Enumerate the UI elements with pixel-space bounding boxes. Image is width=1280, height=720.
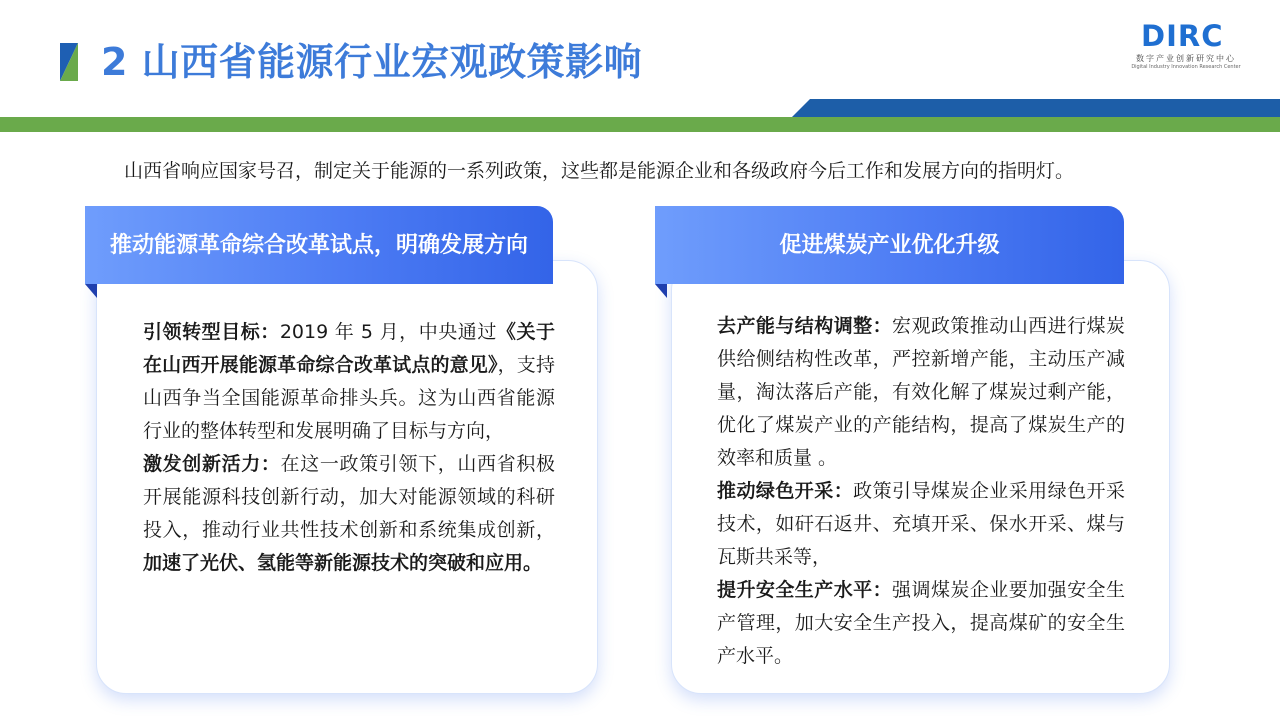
text-transformation-date: 2019 年 5 月，中央通过 bbox=[279, 321, 497, 343]
card-header-left bbox=[85, 206, 553, 284]
tab-fold-right bbox=[655, 284, 667, 298]
label-green-mining: 推动绿色开采： bbox=[717, 480, 854, 502]
label-capacity-reduction: 去产能与结构调整： bbox=[717, 315, 893, 337]
text-safety: 强调煤炭企业要加强安全生产管理，加大安全生产投入，提高煤矿的安全生产水平。 bbox=[717, 579, 1125, 667]
text-transformation-goal: ，支持山西争当全国能源革命排头兵。这为山西省能源行业的整体转型和发展明确了目标与方向， bbox=[143, 354, 555, 442]
card-header-right bbox=[655, 206, 1124, 284]
logo-wordmark: DIRC bbox=[1141, 19, 1224, 53]
policy-document-title: 《关于在山西开展能源革命综合改革试点的意见》 bbox=[143, 321, 555, 376]
paragraph-safety bbox=[717, 574, 1125, 673]
card-body-right bbox=[717, 310, 1125, 673]
card-title-left: 推动能源革命综合改革试点，明确发展方向 bbox=[109, 232, 528, 258]
title-accent-icon bbox=[60, 43, 78, 81]
label-transformation-goal: 引领转型目标： bbox=[143, 321, 280, 343]
text-innovation: 在这一政策引领下，山西省积极开展能源科技创新行动，加大对能源领域的科研投入，推动行业共性技术创新和系统集成创新， bbox=[143, 453, 555, 541]
paragraph-capacity-reduction bbox=[717, 310, 1125, 475]
text-green-mining: 政策引导煤炭企业采用绿色开采技术，如矸石返井、充填开采、保水开采、煤与瓦斯共采等， bbox=[717, 480, 1125, 568]
card-body-left bbox=[143, 316, 555, 580]
card-title-right: 促进煤炭产业优化升级 bbox=[779, 232, 1000, 258]
paragraph-transformation-goal bbox=[143, 316, 555, 448]
intro-text: 山西省响应国家号召，制定关于能源的一系列政策，这些都是能源企业和各级政府今后工作和发展方向的指明灯。 bbox=[124, 160, 1075, 182]
text-innovation-highlight: 加速了光伏、氢能等新能源技术的突破和应用。 bbox=[143, 552, 543, 574]
text-capacity-reduction: 宏观政策推动山西进行煤炭供给侧结构性改革，严控新增产能，主动压产减量，淘汰落后产能，有效化解了煤炭过剩产能，优化了煤炭产业的产能结构，提高了煤炭生产的效率和质量 。 bbox=[717, 315, 1125, 469]
paragraph-innovation bbox=[143, 448, 555, 580]
logo-subtitle-cn: 数字产业创新研究中心 bbox=[1136, 54, 1236, 63]
label-safety: 提升安全生产水平： bbox=[717, 579, 893, 601]
header-band-blue bbox=[792, 99, 1280, 117]
page-title: 2 山西省能源行业宏观政策影响 bbox=[101, 40, 643, 84]
header-band-green bbox=[0, 117, 1280, 132]
tab-fold-left bbox=[85, 284, 97, 298]
paragraph-green-mining bbox=[717, 475, 1125, 574]
logo-subtitle-en: Digital Industry Innovation Research Center bbox=[1131, 64, 1241, 70]
dirc-logo bbox=[1124, 20, 1248, 72]
label-innovation: 激发创新活力： bbox=[143, 453, 281, 475]
